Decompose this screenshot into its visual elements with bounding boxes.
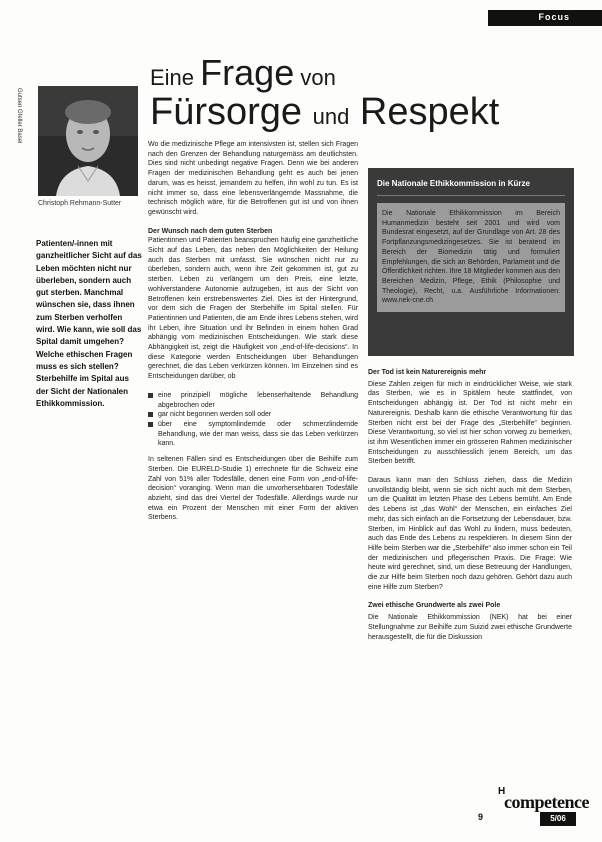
title-line-1	[150, 52, 530, 93]
paragraph: Die Nationale Ethikkommission (NEK) hat bei einer Stellungnahme zur Beihilfe zum Suizid zwei ethische Grundwerte herausgestellt, die für die Diskussion	[368, 614, 572, 641]
paragraph: Daraus kann man den Schluss ziehen, dass die Medizin unvollständig bleibt, wenn sie sich nicht auch mit dem Sterben, um die Qualität im letzten Phase des Lebens bemüht. Am Ende des Lebens ist „das Wohl“ der Menschen, ein einfaches Ziel mehr, das sich einfach an die Fortsetzung der Lebensdauer, bzw. Sterben, im Hinblick auf das Wohl zu lindern, muss bedeuten, auch das Ende des Lebens zu respektieren. In diesem Sinn der Hilfe beim Sterben war die „Sterbehilfe“ also immer schon ein Teil der medizinischen und pflegerischen Praxis. Die Frage: Wie heute wird gerechnet, sind, um diese Betreuung der Handlungen, die zur Hilfe beim Sterben noch dazu gehören. Gehört dazu auch eine Hilfe zum Sterben?	[368, 477, 572, 591]
title-word-fuersorge: Fürsorge	[150, 91, 303, 133]
list-item: eine prinzipiell mögliche lebenserhaltende Behandlung abgebrochen oder	[148, 391, 358, 410]
issue-badge: 5/06	[540, 812, 576, 826]
portrait-image	[38, 86, 138, 196]
title-word-frage: Frage	[200, 52, 295, 93]
info-box-heading: Die Nationale Ethikkommission in Kürze	[377, 176, 565, 196]
paragraph: Patientinnen und Patienten beanspruchen häufig eine ganzheitliche Sicht auf das Leben, das neben den Möglichkeiten der Heilung auch das Sterben mit umfasst. Sie wünschen nicht nur zu überleben, sondern auch, wenn ihre Zeit gekommen ist, gut zu sterben. Leben zu verlängern um den Preis, eine letzte, wohlverstandene Autonomie aufzugeben, ist aus der Sicht von Betroffenen kein erstrebenswertes Ziel. Dies ist der Hintergrund, vor dem sich die Fragen der Sterbehilfe im Spital stellen. Für Patientinnen und Patienten, die am Ende ihres Lebens stehen, wird ihr Leben, ihre Situation und ihr Befinden in einem hohen Grad abhängig vom medizinischen Entscheidungen. Wie stark diese Abhängigkeit ist, zeigt die Häufigkeit von „end-of-life-decisions“. In diese Kategorie werden Entscheidungen über Behandlungen gerechnet, die das Leben verkürzen können. Im Einzelnen sind es Entscheidungen darüber, ob	[148, 237, 358, 381]
paragraph: Diese Zahlen zeigen für mich in eindrücklicher Weise, wie stark das Sterben, wie es in Spitälern heute stattfindet, von Entscheidungen abhängig ist. Der Tod ist nicht mehr ein Naturereignis. Deshalb kann die ethische Verantwortung für das Sterben nicht erst bei der Frage des „Sterbehilfe“ beginnen. Diese Verantwortung, so viel ist hier schon vorweg zu bemerken, ist ihm Wesentlichen immer ein grösseren Rahmen medizinischer Entscheidungen zu ausschliesslich jenem Bereich, um das Sterben betrifft.	[368, 380, 572, 466]
title-line-2	[150, 93, 530, 131]
title-word-und: und	[312, 104, 350, 129]
info-box	[368, 168, 574, 356]
bullet-icon	[148, 412, 153, 417]
section-header-bar	[488, 10, 602, 26]
article-title	[150, 52, 530, 133]
text-column-2	[368, 368, 572, 651]
bullet-icon	[148, 422, 153, 427]
subheading: Der Wunsch nach dem guten Sterben	[148, 227, 273, 235]
bullet-list	[148, 391, 358, 449]
photo-credit: Gutsen Gfeller Basel	[16, 88, 22, 144]
section-kicker: Focus	[538, 12, 570, 22]
bullet-icon	[148, 393, 153, 398]
subheading: Der Tod ist kein Naturereignis mehr	[368, 369, 487, 376]
list-item: gar nicht begonnen werden soll oder	[148, 410, 358, 420]
title-word-respekt: Respekt	[359, 91, 500, 133]
text-column-1	[148, 140, 358, 532]
portrait-caption: Christoph Rehmann-Sutter	[38, 200, 122, 207]
page-number: 9	[478, 812, 484, 822]
paragraph: Wo die medizinische Pflege am intensivsten ist, stellen sich Fragen nach den Grenzen der Behandlung naturgemäss am deutlichsten. Dies sind nicht unbedingt negative Fragen. Denn wie bei anderen Fragen der medizinischen Behandlung geht es auch bei jenen darum, was es heisst, jemandem zu helfen, ihn wohl zu tun. Es ist nicht immer so, dass eine lebensverlängernde Massnahme, die technisch möglich wäre, für die Betroffenen gut ist und von ihnen gewünscht wird.	[148, 141, 358, 216]
list-item: über eine symptomlindernde oder schmerzlindernde Behandlung, wie der man weiss, dass sie das Leben verkürzen kann.	[148, 420, 358, 449]
pull-quote: Patienten/-innen mit ganzheitlicher Sicht auf das Leben möchten nicht nur überleben, sondern auch gut sterben. Manchmal wünschen sie, dass ihnen zum Sterben verholfen wird. Wie kann, wie soll das Spital damit umgehen? Welche ethischen Fragen muss es sich stellen? Sterbehilfe im Spital aus der Sicht der Nationalen Ethikkommission.	[36, 239, 142, 408]
author-portrait	[38, 86, 138, 196]
title-word-eine: Eine	[150, 65, 195, 90]
competence-logo: H competence	[498, 786, 589, 812]
subheading: Zwei ethische Grundwerte als zwei Pole	[368, 602, 501, 610]
title-word-von: von	[300, 65, 336, 90]
paragraph: In seltenen Fällen sind es Entscheidungen über die Beihilfe zum Sterben. Die EURELD-Studie 1) errechnete für die Schweiz eine Zahl von 51% aller Todesfälle, denen eine Form von „end-of-life-decision“ voranging. Wenn man die unvorhersehbaren Todesfälle abzieht, sind das drei Viertel der Todesfälle. Allerdings wurde nur etwa ein Prozent der Menschen mit einer Form der aktiven Sterbens.	[148, 456, 358, 522]
info-box-text: Die Nationale Ethikkommission im Bereich Humanmedizin besteht seit 2001 und wird vom Bundesrat eingesetzt, auf der Grundlage von Art. 28 des Fortpflanzungsmedizingesetzes. Sie ist beratend im Bereich der Biomedizin tätig und formuliert Empfehlungen, die sich an Behörden, Parlament und die Öffentlichkeit richten. Ihre 18 Mitglieder kommen aus den Bereichen Medizin, Pflege, Ethik (Philosophie und Theologie), Recht, u.a. Ausführliche Informationen: www.nek-cne.ch	[377, 203, 565, 312]
